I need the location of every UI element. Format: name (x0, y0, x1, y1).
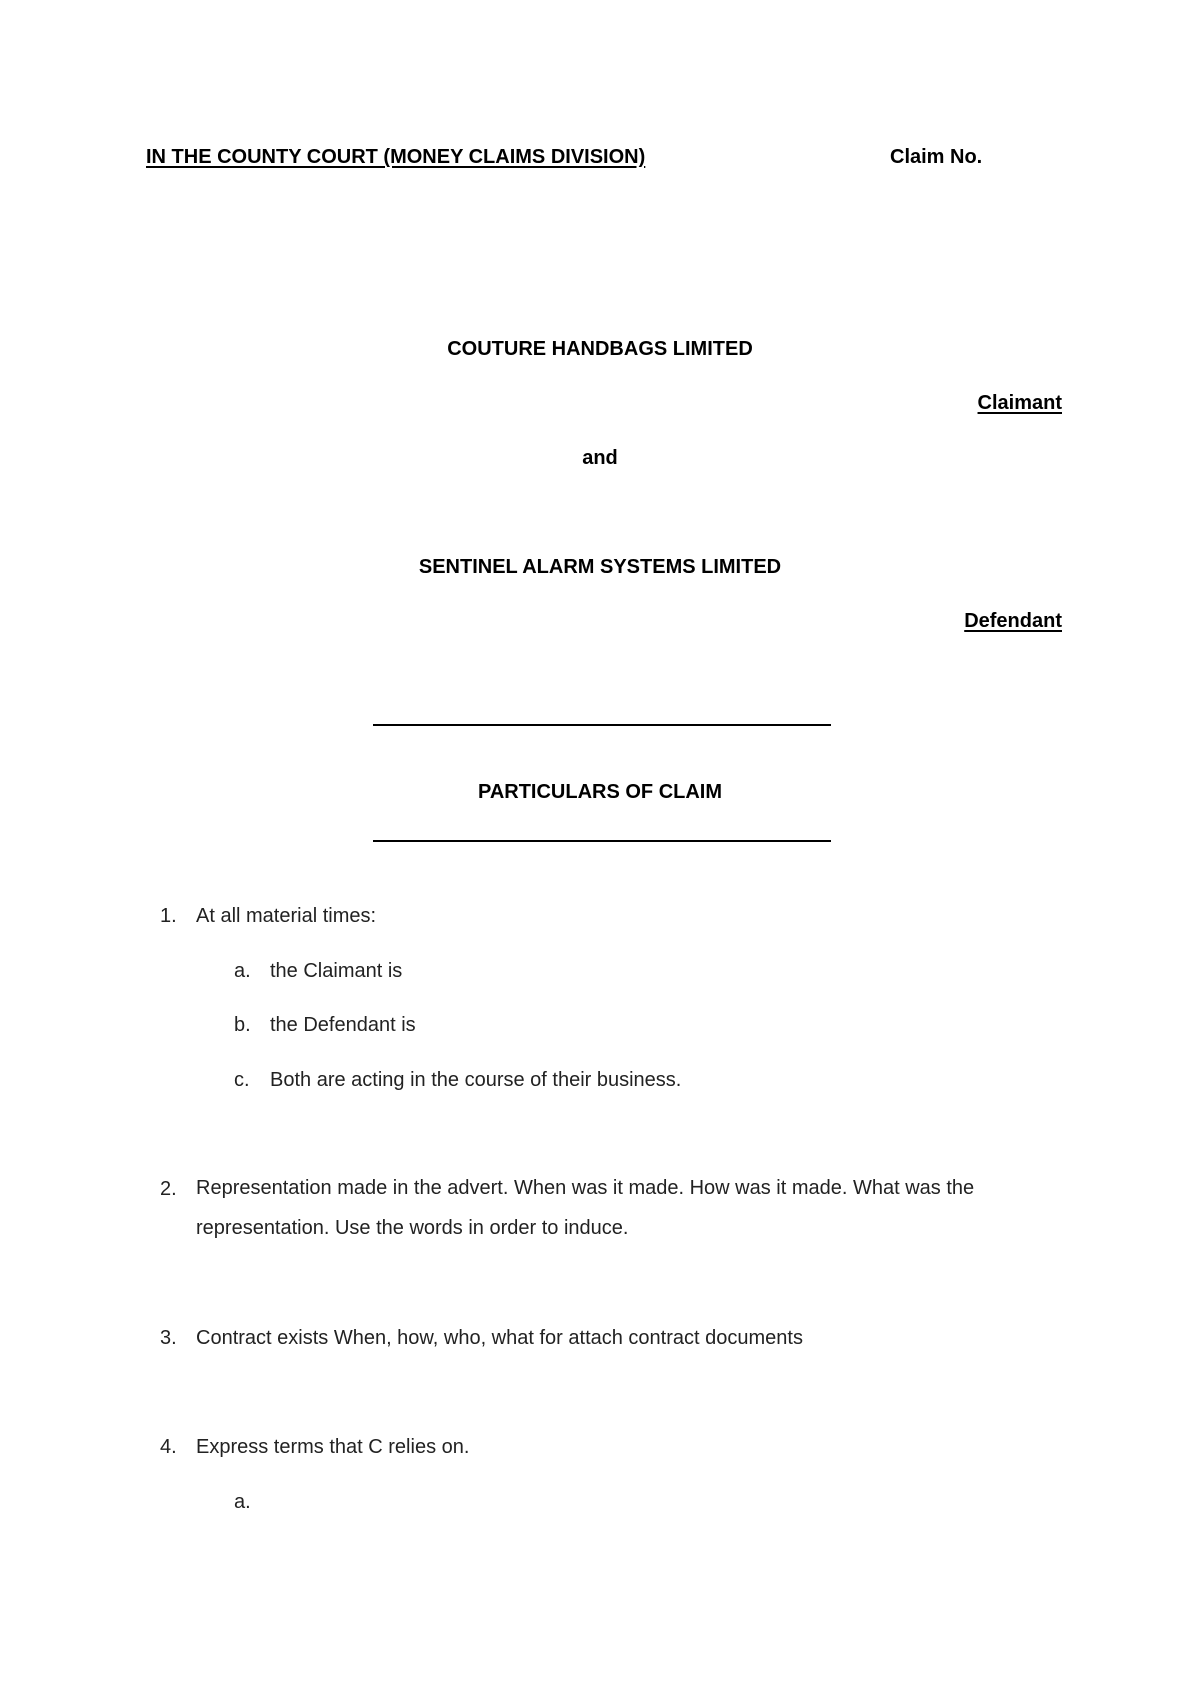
paragraph-text: Express terms that C relies on. (196, 1436, 470, 1458)
paragraph-number: 1. (160, 905, 177, 927)
claimant-role: Claimant (977, 392, 1062, 414)
subitem-text: the Defendant is (270, 1014, 416, 1036)
claim-number-label: Claim No. (890, 146, 983, 168)
title-rule-top (373, 724, 831, 726)
paragraph-text: Representation made in the advert. When was it made. How was it made. What was the representation. Use the words in order to induce. (196, 1177, 975, 1239)
subitem-letter: a. (234, 960, 251, 982)
paragraph-number: 4. (160, 1436, 177, 1458)
subitem-letter: a. (234, 1491, 251, 1513)
document-title: PARTICULARS OF CLAIM (477, 781, 723, 803)
subitem-letter: c. (234, 1069, 250, 1091)
paragraph-number: 3. (160, 1327, 177, 1349)
paragraph-text: At all material times: (196, 905, 377, 927)
parties-conjunction: and (582, 447, 618, 469)
subitem-text: the Claimant is (270, 960, 403, 982)
claimant-name: COUTURE HANDBAGS LIMITED (447, 338, 753, 360)
title-rule-bottom (373, 840, 831, 842)
defendant-name: SENTINEL ALARM SYSTEMS LIMITED (418, 556, 782, 578)
defendant-role: Defendant (964, 610, 1062, 632)
paragraph-number: 2. (160, 1178, 177, 1200)
subitem-letter: b. (234, 1014, 251, 1036)
court-heading: IN THE COUNTY COURT (MONEY CLAIMS DIVISION) (146, 146, 646, 168)
paragraph-text: Contract exists When, how, who, what for attach contract documents (196, 1327, 803, 1349)
subitem-text: Both are acting in the course of their business. (270, 1069, 682, 1091)
